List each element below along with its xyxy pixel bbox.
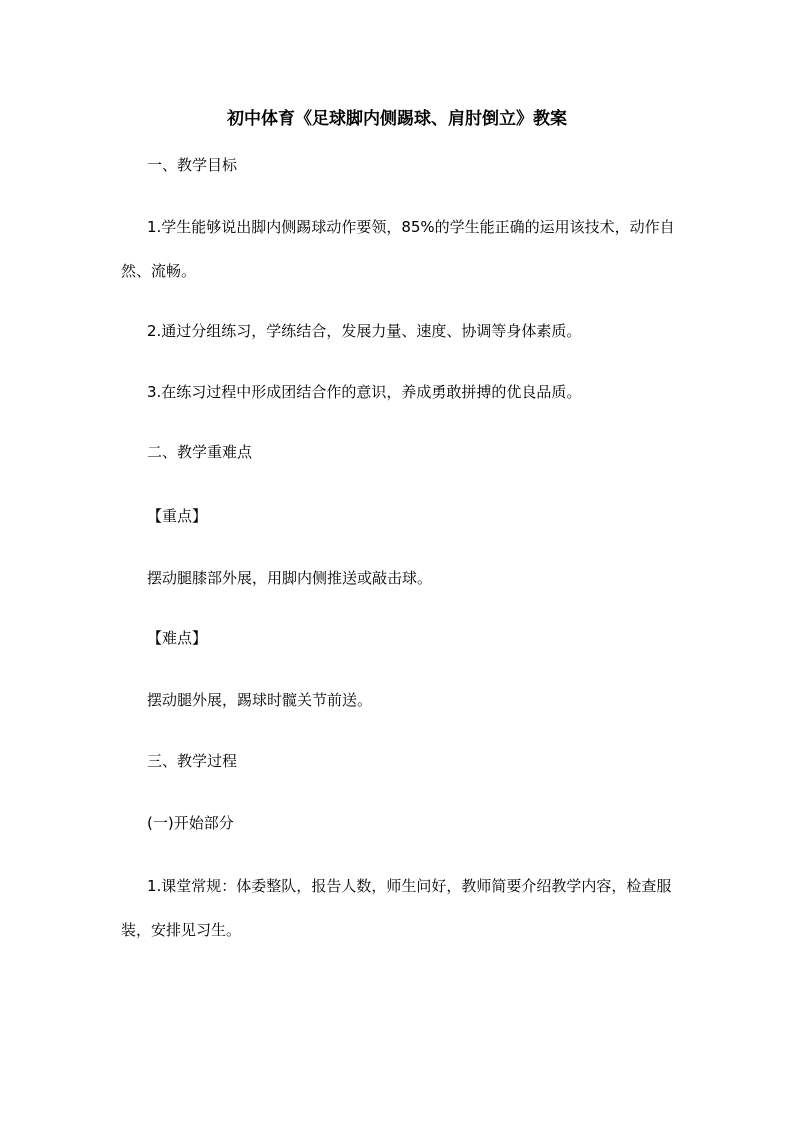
paragraph-objective-2: 2.通过分组练习，学练结合，发展力量、速度、协调等身体素质。 [147,322,582,340]
subheading-difficulty: 【难点】 [147,629,208,647]
paragraph-objective-1: 1.学生能够说出脚内侧踢球动作要领，85%的学生能正确的运用该技术，动作自然、流畅。 [121,218,675,280]
section-heading-key-points: 二、教学重难点 [147,443,253,461]
paragraph-key-point: 摆动腿膝部外展，用脚内侧推送或敲击球。 [147,569,433,587]
paragraph-objective-3: 3.在练习过程中形成团结合作的意识，养成勇敢拼搏的优良品质。 [147,383,582,401]
section-heading-process: 三、教学过程 [147,752,238,770]
subheading-opening-part: (一)开始部分 [147,814,234,832]
paragraph-class-routine: 1.课堂常规：体委整队，报告人数，师生问好，教师简要介绍教学内容，检查服装，安排见习生。 [121,877,672,939]
document-title: 初中体育《足球脚内侧踢球、肩肘倒立》教案 [227,109,567,129]
subheading-key-point: 【重点】 [147,507,208,525]
paragraph-difficulty: 摆动腿外展，踢球时髋关节前送。 [147,691,373,709]
section-heading-objectives: 一、教学目标 [147,156,238,174]
